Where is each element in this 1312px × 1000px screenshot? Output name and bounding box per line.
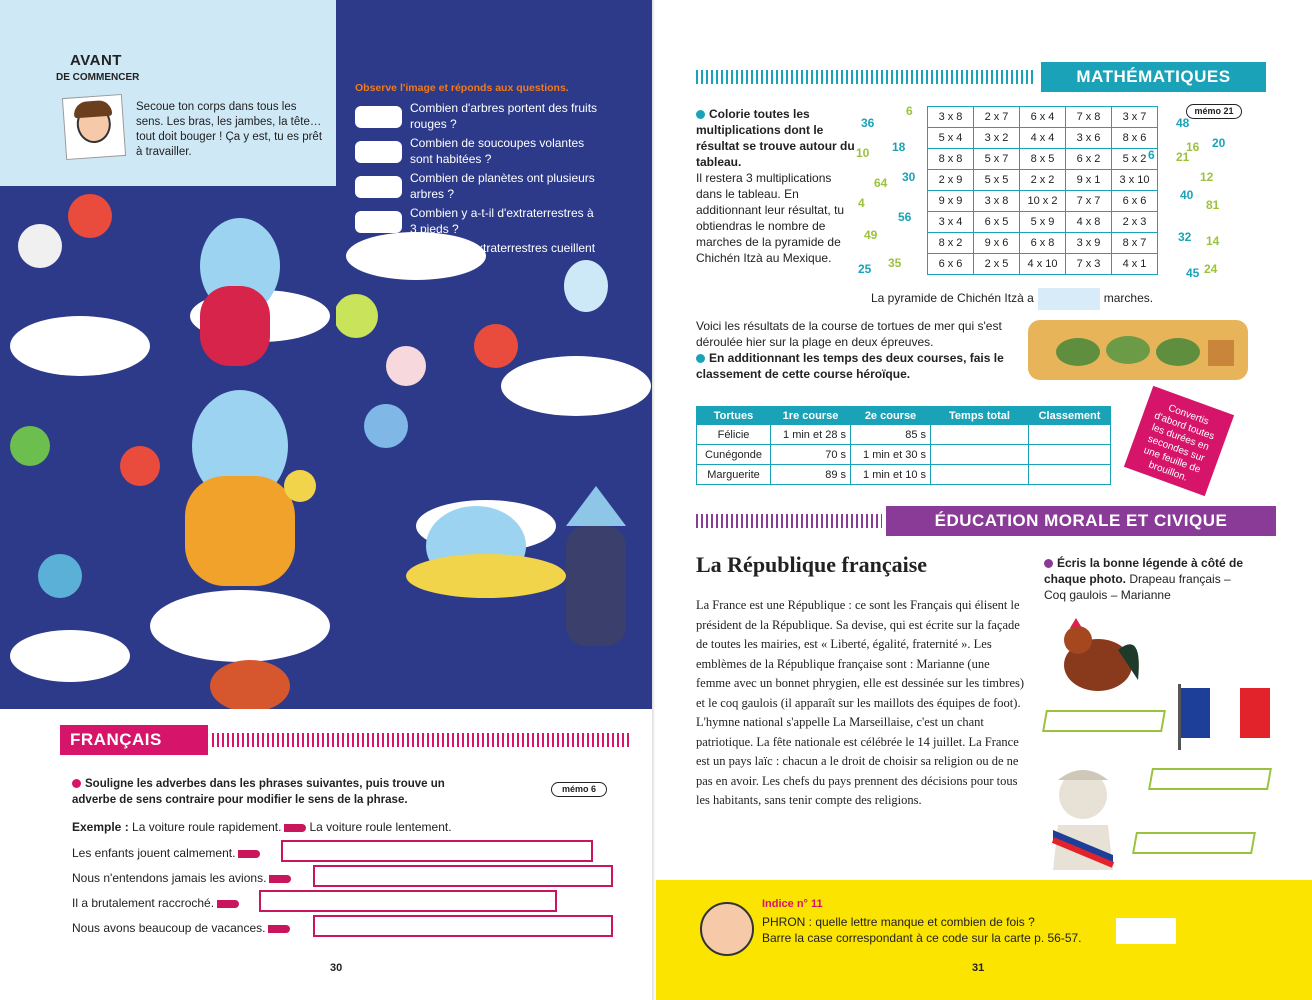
race-instruction: En additionnant les temps des deux courses, fais le classement de cette course héroïque.	[696, 351, 1004, 381]
race-table	[696, 406, 1111, 485]
answer-field[interactable]	[281, 840, 593, 862]
indice-box	[656, 880, 1312, 1000]
race-answer-cell[interactable]	[931, 445, 1029, 465]
grid-cell[interactable]: 7 x 3	[1066, 254, 1112, 275]
grid-cell[interactable]: 2 x 7	[974, 107, 1020, 128]
legend-bold: Écris la bonne légende à côté de chaque photo.	[1044, 556, 1244, 586]
emc-tag: ÉDUCATION MORALE ET CIVIQUE	[886, 506, 1276, 536]
legend-answer-field[interactable]	[1132, 832, 1256, 854]
grid-cell[interactable]: 3 x 4	[928, 212, 974, 233]
pyramid-sentence	[871, 288, 1153, 310]
question-item	[355, 240, 655, 275]
around-number: 81	[1206, 198, 1220, 212]
around-number: 18	[892, 140, 906, 154]
flag-photo	[1170, 680, 1280, 750]
question-text: Combien d'extraterrestres cueillent des fruits ?	[410, 241, 596, 271]
pyramid-before: La pyramide de Chichén Itzà a	[871, 291, 1034, 306]
around-number: 10	[856, 146, 870, 160]
answer-box[interactable]	[355, 106, 402, 128]
marianne-photo	[1038, 760, 1128, 870]
sentence-text: Nous avons beaucoup de vacances.	[72, 921, 266, 935]
header-hatch	[696, 70, 1036, 84]
francais-header	[0, 725, 656, 755]
right-page	[656, 0, 1312, 1000]
observe-questions	[355, 82, 655, 275]
example-sentence: La voiture roule rapidement.	[132, 820, 282, 834]
grid-cell[interactable]: 7 x 8	[1066, 107, 1112, 128]
race-cell: 1 min et 10 s	[851, 465, 931, 485]
sentence-row	[72, 921, 293, 943]
avant-de-commencer-box	[0, 0, 336, 186]
grid-cell[interactable]: 5 x 7	[974, 149, 1020, 170]
grid-cell[interactable]: 5 x 9	[1020, 212, 1066, 233]
turtles-illustration	[1028, 320, 1248, 380]
grid-cell[interactable]: 6 x 4	[1020, 107, 1066, 128]
around-number: 48	[1176, 116, 1190, 130]
race-header: 1re course	[771, 407, 851, 425]
sentence-text: Nous n'entendons jamais les avions.	[72, 871, 267, 885]
around-number: 30	[902, 170, 916, 184]
emc-body: La France est une République : ce sont les Français qui élisent le président de la République. Sa devise, qui est écrite sur la façade de toutes les mairies, est « Liberté, égalité, fraternité ». Les emblèmes de la République française sont : Marianne (une femme avec un bonnet phrygien, elle est dessinée sur les timbres) et le coq gaulois (il apparaît sur les maillots des équipes de foot). L'hymne national s'appelle La Marseillaise, c'est un chant patriotique. La fête nationale est célébrée le 14 juillet. La France est un pays laïc : chacun a le droit de choisir sa religion ou de ne pas en avoir. Les chefs du pays prennent des décisions pour tous les habitants, sans tenir compte des religions.	[696, 598, 1025, 807]
observe-heading: Observe l'image et réponds aux questions.	[355, 82, 569, 94]
indice-line2: Barre la case correspondant à ce code sur la carte p. 56-57.	[762, 931, 1082, 945]
around-number: 20	[1212, 136, 1226, 150]
race-answer-cell[interactable]	[931, 425, 1029, 445]
grid-cell[interactable]: 3 x 8	[974, 191, 1020, 212]
race-text: Voici les résultats de la course de tortues de mer qui s'est déroulée hier sur la plage en deux épreuves.	[696, 319, 1002, 349]
race-answer-cell[interactable]	[931, 465, 1029, 485]
around-number: 4	[858, 196, 865, 210]
maths-instruction-bold: Colorie toutes les multiplications dont le résultat se trouve autour du tableau.	[696, 107, 855, 169]
grid-cell[interactable]: 2 x 2	[1020, 170, 1066, 191]
race-cell: Cunégonde	[697, 445, 771, 465]
question-item	[355, 170, 655, 205]
grid-cell[interactable]: 4 x 10	[1020, 254, 1066, 275]
around-number: 64	[874, 176, 888, 190]
grid-cell[interactable]: 6 x 2	[1066, 149, 1112, 170]
answer-field[interactable]	[313, 915, 613, 937]
example-label: Exemple :	[72, 820, 129, 834]
grid-cell[interactable]: 3 x 6	[1066, 128, 1112, 149]
grid-cell[interactable]: 10 x 2	[1020, 191, 1066, 212]
grid-cell[interactable]: 6 x 6	[928, 254, 974, 275]
around-number: 25	[858, 262, 872, 276]
race-cell: 70 s	[771, 445, 851, 465]
sentence-row	[72, 896, 242, 918]
legend-instruction	[1044, 555, 1244, 603]
race-cell: 89 s	[771, 465, 851, 485]
grid-cell[interactable]: 4 x 8	[1066, 212, 1112, 233]
question-item	[355, 135, 655, 170]
header-hatch	[212, 733, 632, 747]
grid-cell[interactable]: 5 x 2	[1112, 149, 1158, 170]
grid-cell[interactable]: 8 x 7	[1112, 233, 1158, 254]
maths-header	[696, 62, 1266, 92]
maths-tag: MATHÉMATIQUES	[1041, 62, 1266, 92]
race-header: Temps total	[931, 407, 1029, 425]
answer-box[interactable]	[355, 176, 402, 198]
legend-answer-field[interactable]	[1042, 710, 1166, 732]
francais-instruction: Souligne les adverbes dans les phrases suivantes, puis trouve un adverbe de sens contraire pour modifier le sens de la phrase.	[72, 778, 445, 806]
child-illustration	[62, 94, 126, 160]
example-row	[72, 820, 452, 842]
question-text: Combien y a-t-il d'extraterrestres à 3 pieds ?	[410, 206, 594, 236]
around-number: 21	[1176, 150, 1190, 164]
grid-cell[interactable]: 6 x 8	[1020, 233, 1066, 254]
question-text: Combien d'arbres portent des fruits rouges ?	[410, 101, 598, 131]
race-cell: Félicie	[697, 425, 771, 445]
race-header: Classement	[1029, 407, 1111, 425]
grid-cell[interactable]: 9 x 6	[974, 233, 1020, 254]
indice-line1: PHRON : quelle lettre manque et combien de fois ?	[762, 915, 1035, 929]
bullet-icon	[696, 110, 705, 119]
grid-cell[interactable]: 3 x 10	[1112, 170, 1158, 191]
legend-text: Drapeau français – Coq gaulois – Marianne	[1044, 572, 1231, 602]
grid-cell[interactable]: 2 x 5	[974, 254, 1020, 275]
grid-cell[interactable]: 7 x 7	[1066, 191, 1112, 212]
page-number: 31	[972, 962, 985, 974]
answer-field[interactable]	[259, 890, 557, 912]
around-number: 16	[1186, 140, 1200, 154]
emc-header	[696, 506, 1276, 536]
sentence-text: Il a brutalement raccroché.	[72, 896, 215, 910]
turtles-art	[1028, 320, 1248, 380]
multiplication-grid	[927, 106, 1158, 275]
mascot-icon	[700, 902, 754, 956]
around-number: 6	[906, 104, 913, 118]
answer-field[interactable]	[313, 865, 613, 887]
race-cell: Marguerite	[697, 465, 771, 485]
pyramid-answer-field[interactable]	[1038, 288, 1100, 310]
francais-tag: FRANÇAIS	[60, 725, 208, 755]
race-header: Tortues	[697, 407, 771, 425]
grid-cell[interactable]: 3 x 2	[974, 128, 1020, 149]
question-item	[355, 100, 655, 135]
around-number: 49	[864, 228, 878, 242]
grid-cell[interactable]: 3 x 8	[928, 107, 974, 128]
bullet-icon	[1044, 559, 1053, 568]
page-number: 30	[330, 962, 343, 974]
grid-cell[interactable]: 9 x 9	[928, 191, 974, 212]
bullet-icon	[696, 354, 705, 363]
answer-box[interactable]	[355, 211, 402, 233]
sentence-row	[72, 846, 263, 868]
question-text: Combien de soucoupes volantes sont habitées ?	[410, 136, 585, 166]
grid-cell[interactable]: 6 x 5	[974, 212, 1020, 233]
avant-subtitle: DE COMMENCER	[56, 72, 140, 83]
question-text: Combien de planètes ont plusieurs arbres ?	[410, 171, 595, 201]
memo-badge: mémo 6	[551, 782, 607, 797]
race-cell: 85 s	[851, 425, 931, 445]
grid-cell[interactable]: 5 x 4	[928, 128, 974, 149]
around-number: 36	[861, 116, 875, 130]
around-number: 56	[898, 210, 912, 224]
question-item	[355, 205, 655, 240]
around-number: 45	[1186, 266, 1200, 280]
around-number: 40	[1180, 188, 1194, 202]
francais-exercise	[60, 776, 620, 808]
grid-cell[interactable]: 3 x 7	[1112, 107, 1158, 128]
around-number: 32	[1178, 230, 1192, 244]
around-number: 35	[888, 256, 902, 270]
arrow-icon	[217, 900, 239, 908]
grid-cell[interactable]: 8 x 5	[1020, 149, 1066, 170]
grid-cell[interactable]: 5 x 5	[974, 170, 1020, 191]
space-scene-art	[0, 186, 336, 709]
grid-cell[interactable]: 8 x 8	[928, 149, 974, 170]
race-cell: 1 min et 28 s	[771, 425, 851, 445]
maths-instruction: Il restera 3 multiplications dans le tableau. En additionnant leur résultat, tu obtiendras le nombre de marches de la pyramide de Chichén Itzà au Mexique.	[696, 171, 845, 265]
avant-title: AVANT	[70, 52, 122, 69]
grid-cell[interactable]: 8 x 2	[928, 233, 974, 254]
grid-cell[interactable]: 4 x 1	[1112, 254, 1158, 275]
space-illustration	[0, 186, 336, 709]
legend-answer-field[interactable]	[1148, 768, 1272, 790]
race-header: 2e course	[851, 407, 931, 425]
grid-cell[interactable]: 2 x 9	[928, 170, 974, 191]
emc-title: La République française	[696, 552, 928, 577]
grid-cell[interactable]: 4 x 4	[1020, 128, 1066, 149]
around-number: 24	[1204, 262, 1218, 276]
arrow-icon	[238, 850, 260, 858]
grid-cell[interactable]: 8 x 6	[1112, 128, 1158, 149]
bullet-icon	[72, 779, 81, 788]
indice-answer-field[interactable]	[1116, 918, 1176, 944]
around-number: 14	[1206, 234, 1220, 248]
header-hatch	[696, 514, 882, 528]
arrow-icon	[269, 875, 291, 883]
around-number: 12	[1200, 170, 1214, 184]
answer-box[interactable]	[355, 246, 402, 268]
avant-text: Secoue ton corps dans tous les sens. Les bras, les jambes, la tête… tout doit bouger ! Ça y est, tu es prêt à travailler.	[136, 101, 323, 158]
maths-intro	[696, 106, 856, 266]
race-answer-cell[interactable]	[1029, 465, 1111, 485]
race-cell: 1 min et 30 s	[851, 445, 931, 465]
grid-cell[interactable]: 2 x 3	[1112, 212, 1158, 233]
race-answer-cell[interactable]	[1029, 425, 1111, 445]
arrow-icon	[268, 925, 290, 933]
arrow-icon	[284, 824, 306, 832]
answer-box[interactable]	[355, 141, 402, 163]
grid-cell[interactable]: 9 x 1	[1066, 170, 1112, 191]
rooster-photo	[1048, 610, 1148, 710]
memo-badge: mémo 21	[1186, 104, 1242, 119]
grid-cell[interactable]: 3 x 9	[1066, 233, 1112, 254]
grid-cell[interactable]: 6 x 6	[1112, 191, 1158, 212]
race-answer-cell[interactable]	[1029, 445, 1111, 465]
around-number: 6	[1148, 148, 1155, 162]
indice-title: Indice n° 11	[762, 898, 823, 910]
pyramid-after: marches.	[1103, 291, 1154, 306]
convertis-note: Convertis d'abord toutes les durées en secondes sur une feuille de brouillon.	[1124, 386, 1234, 496]
race-text-block	[696, 318, 1026, 382]
sentence-text: Les enfants jouent calmement.	[72, 846, 236, 860]
example-answer: La voiture roule lentement.	[309, 820, 452, 834]
